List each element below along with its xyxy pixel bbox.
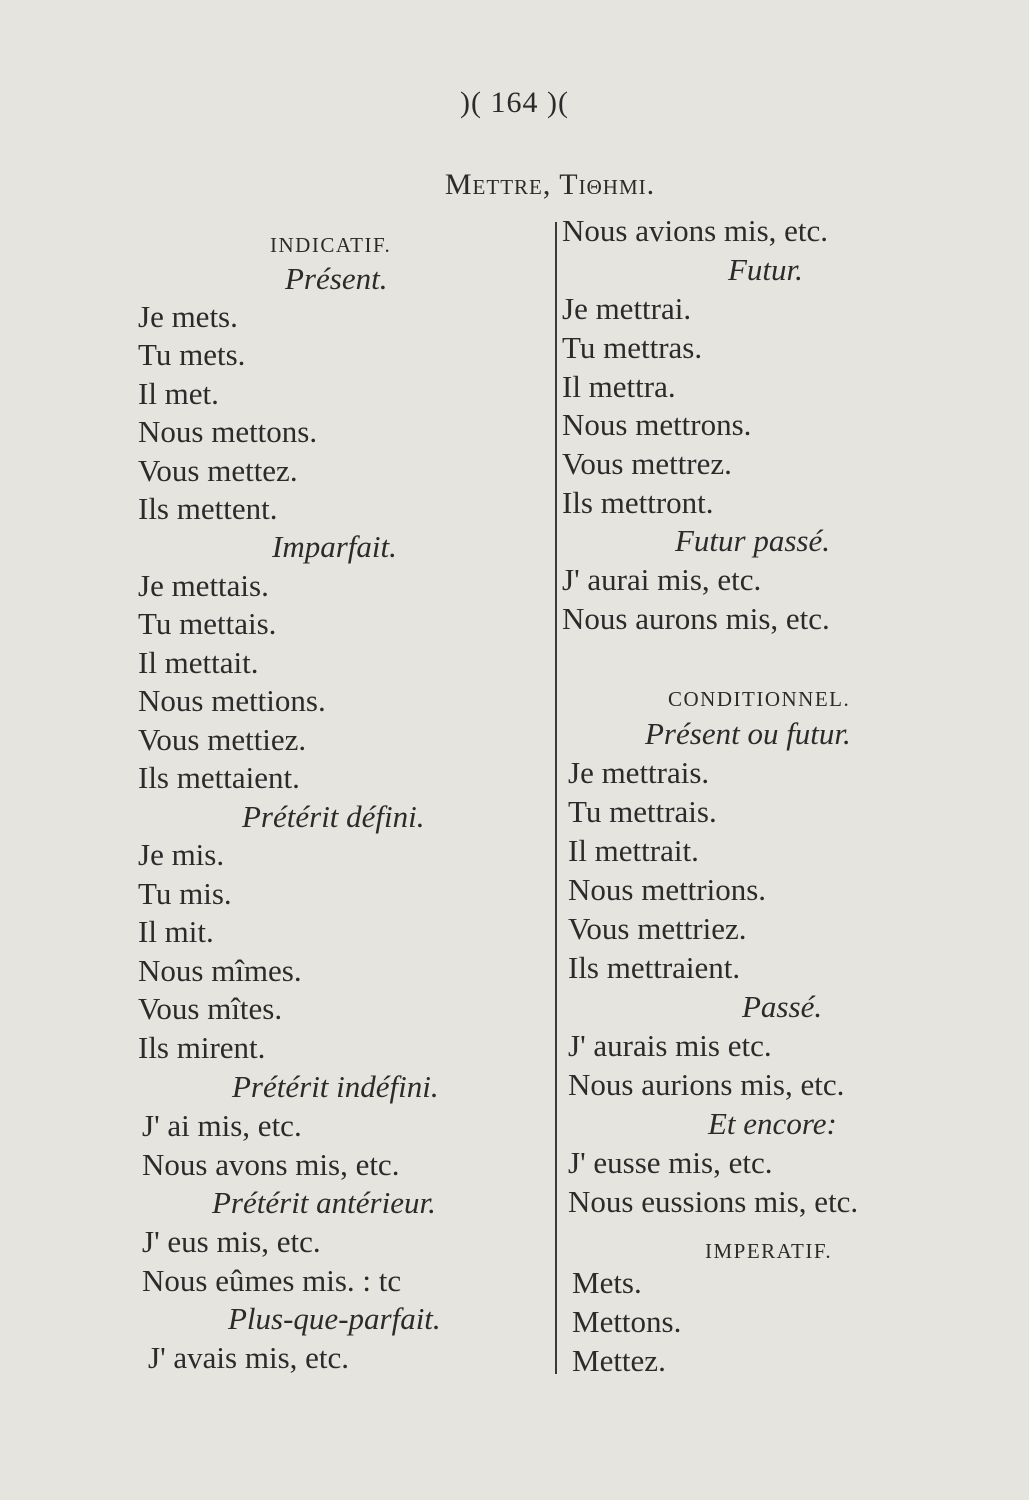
conjugation-line: Nous mettrons. (562, 407, 752, 442)
tense-heading-preterit-defini: Prétérit défini. (242, 799, 425, 834)
conjugation-line: Je mets. (138, 299, 238, 334)
conjugation-line: Mettons. (572, 1304, 682, 1339)
conjugation-line: Mets. (572, 1265, 642, 1300)
conjugation-line: Je mettais. (138, 568, 269, 603)
conjugation-line: Vous mîtes. (138, 991, 283, 1026)
conjugation-line: J' ai mis, etc. (142, 1108, 302, 1143)
conjugation-line: Nous aurons mis, etc. (562, 601, 830, 636)
page-number: )( 164 )( (460, 86, 569, 119)
tense-heading-present-ou-futur: Présent ou futur. (645, 716, 851, 751)
conjugation-line: Il met. (138, 376, 219, 411)
tense-heading-plus-que-parfait: Plus-que-parfait. (228, 1301, 441, 1336)
conjugation-line: Nous mettons. (138, 414, 318, 449)
conjugation-line: Vous mettiez. (138, 722, 307, 757)
conjugation-line: Ils mettaient. (138, 760, 300, 795)
conjugation-line: Nous eussions mis, etc. (568, 1184, 859, 1219)
mood-heading-indicatif: INDICATIF. (270, 233, 392, 257)
conjugation-line: J' avais mis, etc. (148, 1340, 350, 1375)
conjugation-line: J' aurai mis, etc. (562, 562, 762, 597)
mood-heading-imperatif: IMPERATIF. (705, 1239, 833, 1263)
tense-heading-preterit-anterieur: Prétérit antérieur. (212, 1185, 436, 1220)
tense-heading-preterit-indefini: Prétérit indéfini. (232, 1069, 439, 1104)
conjugation-line: Nous avions mis, etc. (562, 213, 829, 248)
conjugation-line: J' eusse mis, etc. (568, 1145, 773, 1180)
conjugation-line: Mettez. (572, 1343, 666, 1378)
tense-heading-futur-passe: Futur passé. (675, 523, 830, 558)
conjugation-line: Tu mettras. (562, 330, 703, 365)
conjugation-line: J' eus mis, etc. (142, 1224, 321, 1259)
conjugation-line: Tu mets. (138, 337, 246, 372)
conjugation-line: Vous mettriez. (568, 911, 747, 946)
conjugation-line: Ils mettraient. (568, 950, 741, 985)
tense-heading-passe: Passé. (742, 989, 823, 1024)
mood-heading-conditionnel: CONDITIONNEL. (668, 687, 851, 711)
conjugation-line: Tu mis. (138, 876, 232, 911)
conjugation-line: Ils mettront. (562, 485, 714, 520)
conjugation-line: Il mettrait. (568, 833, 699, 868)
conjugation-line: Il mettra. (562, 369, 676, 404)
conjugation-line: J' aurais mis etc. (568, 1028, 772, 1063)
column-divider (555, 222, 557, 1374)
conjugation-line: Vous mettez. (138, 453, 298, 488)
conjugation-line: Tu mettrais. (568, 794, 717, 829)
conjugation-line: Je mettrais. (568, 755, 710, 790)
conjugation-line: Nous eûmes mis. : tc (142, 1263, 402, 1298)
tense-heading-et-encore: Et encore: (708, 1106, 837, 1141)
conjugation-line: Ils mettent. (138, 491, 278, 526)
conjugation-line: Je mettrai. (562, 291, 692, 326)
tense-heading-futur: Futur. (728, 252, 803, 287)
conjugation-line: Nous mîmes. (138, 953, 302, 988)
conjugation-line: Nous avons mis, etc. (142, 1147, 400, 1182)
conjugation-line: Nous aurions mis, etc. (568, 1067, 845, 1102)
conjugation-line: Nous mettrions. (568, 872, 767, 907)
conjugation-line: Il mit. (138, 914, 214, 949)
tense-heading-imparfait: Imparfait. (272, 529, 397, 564)
conjugation-line: Tu mettais. (138, 606, 277, 641)
verb-title: Mettre, Tiθhmi. (444, 168, 656, 201)
conjugation-line: Il mettait. (138, 645, 259, 680)
conjugation-line: Je mis. (138, 837, 225, 872)
tense-heading-present: Présent. (285, 261, 388, 296)
conjugation-line: Ils mirent. (138, 1030, 266, 1065)
conjugation-line: Nous mettions. (138, 683, 326, 718)
conjugation-line: Vous mettrez. (562, 446, 732, 481)
